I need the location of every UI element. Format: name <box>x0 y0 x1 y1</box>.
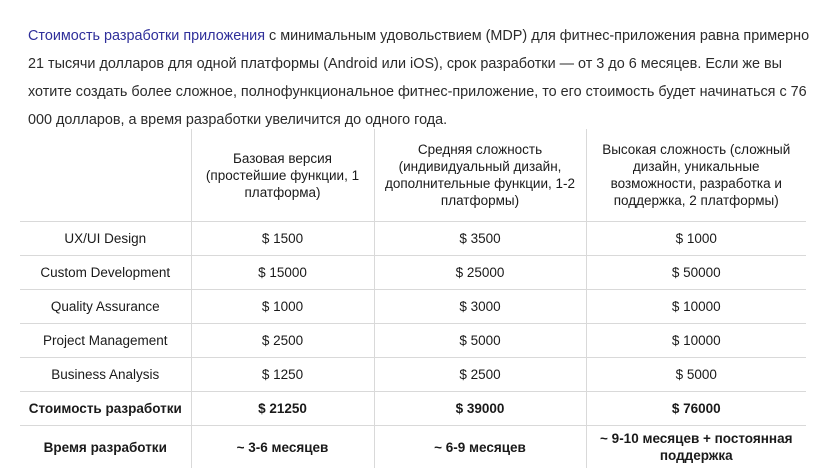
row-label: UX/UI Design <box>20 222 191 256</box>
dev-time-row <box>20 426 806 469</box>
cell-medium: $ 25000 <box>374 256 586 290</box>
table-row <box>20 358 806 392</box>
intro-text: с минимальным удовольствием (MDP) для фитнес-приложения равна примерно 21 тысячи долларов для одной платформы (Android или iOS), срок разработки — от 3 до 6 месяцев. Если же вы хотите создать более сложное, полнофункциональное фитнес-приложение, то его стоимость будет начинаться с 76 000 долларов, а время разработки увеличится до одного года. <box>28 28 810 129</box>
cell-high: $ 5000 <box>586 358 806 392</box>
table-row <box>20 290 806 324</box>
cell-medium: ~ 6-9 месяцев <box>374 426 586 469</box>
cell-basic: $ 21250 <box>191 392 374 426</box>
cell-high: $ 10000 <box>586 324 806 358</box>
table-header-row <box>20 129 806 222</box>
header-empty-cell <box>20 129 191 222</box>
cell-medium: $ 2500 <box>374 358 586 392</box>
cell-high: $ 50000 <box>586 256 806 290</box>
intro-paragraph <box>28 22 818 134</box>
table-row <box>20 324 806 358</box>
cell-basic: ~ 3-6 месяцев <box>191 426 374 469</box>
app-cost-link[interactable]: Стоимость разработки приложения <box>28 28 265 45</box>
cell-basic: $ 2500 <box>191 324 374 358</box>
cell-medium: $ 3500 <box>374 222 586 256</box>
cell-medium: $ 3000 <box>374 290 586 324</box>
row-label: Business Analysis <box>20 358 191 392</box>
cell-high: $ 10000 <box>586 290 806 324</box>
cell-basic: $ 1000 <box>191 290 374 324</box>
row-label: Project Management <box>20 324 191 358</box>
header-high-complexity: Высокая сложность (сложный дизайн, уникальные возможности, разработка и поддержка, 2 платформы) <box>586 129 806 222</box>
cost-table <box>20 129 806 468</box>
row-label: Quality Assurance <box>20 290 191 324</box>
cell-medium: $ 5000 <box>374 324 586 358</box>
cell-basic: $ 1250 <box>191 358 374 392</box>
cell-high: $ 1000 <box>586 222 806 256</box>
table-row <box>20 222 806 256</box>
total-cost-row <box>20 392 806 426</box>
row-label: Время разработки <box>43 439 167 455</box>
header-basic-version: Базовая версия (простейшие функции, 1 платформа) <box>191 129 374 222</box>
cell-basic: $ 1500 <box>191 222 374 256</box>
row-label: Стоимость разработки <box>20 392 191 426</box>
cell-medium: $ 39000 <box>374 392 586 426</box>
cell-basic: $ 15000 <box>191 256 374 290</box>
header-medium-complexity: Средняя сложность (индивидуальный дизайн, дополнительные функции, 1-2 платформы) <box>374 129 586 222</box>
row-label: Custom Development <box>20 256 191 290</box>
cell-high: $ 76000 <box>586 392 806 426</box>
table-row <box>20 256 806 290</box>
cell-high: ~ 9-10 месяцев + постоянная поддержка <box>586 426 806 469</box>
